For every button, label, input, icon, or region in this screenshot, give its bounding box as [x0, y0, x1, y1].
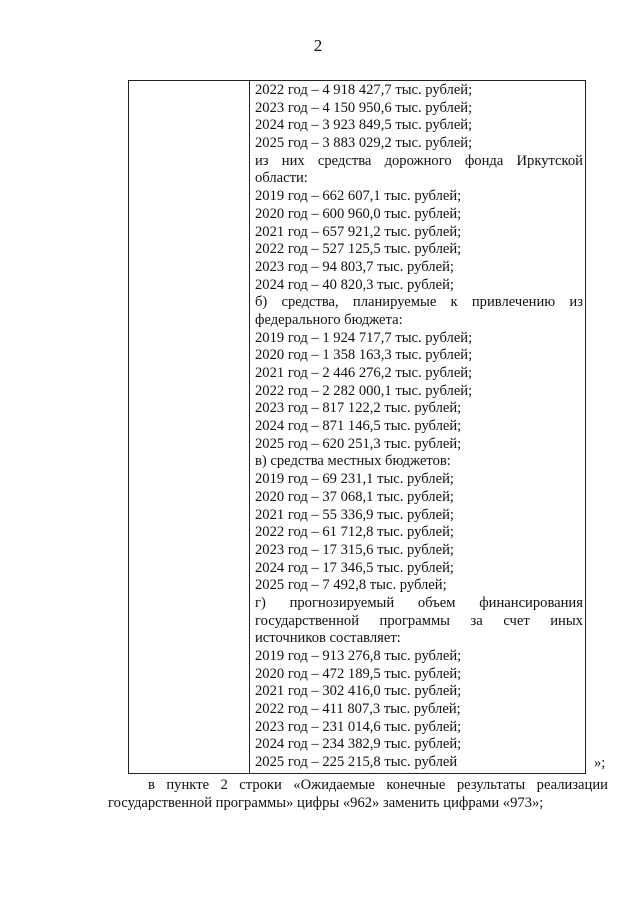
word: счет: [503, 612, 530, 629]
word: к: [450, 294, 458, 311]
table-line: 2021 год – 55 336,9 тыс. рублей;: [255, 506, 454, 523]
table-line: 2021 год – 302 416,0 тыс. рублей;: [255, 683, 462, 700]
word: конечные: [386, 777, 446, 793]
table-line: 2021 год – 657 921,2 тыс. рублей;: [255, 223, 462, 240]
table-line: 2019 год – 662 607,1 тыс. рублей;: [255, 188, 462, 205]
word: из: [569, 294, 583, 311]
word: в: [148, 777, 155, 793]
table-line: 2023 год – 17 315,6 тыс. рублей;: [255, 541, 454, 558]
word: б): [255, 294, 268, 311]
word: фонда: [464, 152, 504, 169]
table-line: [255, 294, 583, 312]
table-line: 2019 год – 1 924 717,7 тыс. рублей;: [255, 329, 473, 346]
word: г): [255, 594, 266, 611]
word: объем: [417, 594, 456, 611]
word: реализации: [536, 777, 608, 793]
word: иных: [550, 612, 583, 629]
table-line: 2022 год – 4 918 427,7 тыс. рублей;: [255, 82, 473, 98]
paragraph-line-2: государственной программы» цифры «962» заменить цифрами «973»;: [108, 795, 544, 811]
table-line: 2022 год – 61 712,8 тыс. рублей;: [255, 524, 454, 541]
word: результаты: [456, 777, 526, 793]
paragraph-line-1: [108, 776, 608, 794]
word: финансирования: [479, 594, 583, 611]
table-line: 2025 год – 3 883 029,2 тыс. рублей;: [255, 135, 473, 152]
word: за: [470, 612, 483, 629]
table-line: 2022 год – 527 125,5 тыс. рублей;: [255, 241, 462, 258]
table-line: 2024 год – 3 923 849,5 тыс. рублей;: [255, 117, 473, 134]
word: из: [255, 152, 269, 169]
word: «Ожидаемые: [293, 777, 375, 793]
table-line: 2023 год – 94 803,7 тыс. рублей;: [255, 258, 454, 275]
closing-quote: »;: [594, 755, 606, 771]
table-line: 2022 год – 411 807,3 тыс. рублей;: [255, 701, 461, 718]
table-line: 2024 год – 871 146,5 тыс. рублей;: [255, 418, 462, 435]
table-line: 2020 год – 472 189,5 тыс. рублей;: [255, 665, 462, 682]
table-line: области:: [255, 170, 308, 187]
word: пункте: [166, 777, 210, 793]
table-line: [255, 595, 583, 613]
table-line: [255, 153, 583, 171]
table-line: 2022 год – 2 282 000,1 тыс. рублей;: [255, 382, 473, 399]
table-right-cell: [255, 82, 583, 772]
word: средства: [317, 152, 372, 169]
word: дорожного: [384, 152, 452, 169]
word: Иркутской: [516, 152, 583, 169]
table-line: 2025 год – 620 251,3 тыс. рублей;: [255, 435, 462, 452]
word: прогнозируемый: [289, 594, 395, 611]
table-line: 2019 год – 69 231,1 тыс. рублей;: [255, 471, 454, 488]
table-line: 2023 год – 4 150 950,6 тыс. рублей;: [255, 99, 473, 116]
table-line: 2020 год – 1 358 163,3 тыс. рублей;: [255, 347, 473, 364]
word: программы: [379, 612, 450, 629]
word: государственной: [255, 612, 360, 629]
table-line: 2024 год – 234 382,9 тыс. рублей;: [255, 736, 462, 753]
table-line: 2025 год – 225 215,8 тыс. рублей: [255, 754, 458, 771]
financing-table: [128, 80, 586, 774]
table-line: [255, 613, 583, 631]
amendment-paragraph: [108, 776, 608, 812]
word: них: [281, 152, 305, 169]
table-line: источников составляет:: [255, 630, 401, 647]
word: средства,: [281, 294, 339, 311]
table-line: 2020 год – 600 960,0 тыс. рублей;: [255, 205, 462, 222]
table-line: федерального бюджета:: [255, 311, 403, 328]
page-number: 2: [313, 36, 323, 55]
table-line: 2019 год – 913 276,8 тыс. рублей;: [255, 648, 462, 664]
word: строки: [239, 777, 282, 793]
word: 2: [220, 777, 228, 793]
table-line: 2020 год – 37 068,1 тыс. рублей;: [255, 488, 454, 505]
table-line: 2025 год – 7 492,8 тыс. рублей;: [255, 577, 447, 594]
table-line: 2023 год – 231 014,6 тыс. рублей;: [255, 718, 462, 735]
table-line: 2021 год – 2 446 276,2 тыс. рублей;: [255, 365, 473, 381]
word: привлечению: [471, 294, 556, 311]
table-line: 2023 год – 817 122,2 тыс. рублей;: [255, 400, 462, 417]
table-line: 2024 год – 17 346,5 тыс. рублей;: [255, 559, 454, 576]
table-line: 2024 год – 40 820,3 тыс. рублей;: [255, 276, 454, 293]
table-line: в) средства местных бюджетов:: [255, 453, 451, 470]
word: планируемые: [352, 294, 437, 311]
table-left-column: [129, 81, 250, 773]
